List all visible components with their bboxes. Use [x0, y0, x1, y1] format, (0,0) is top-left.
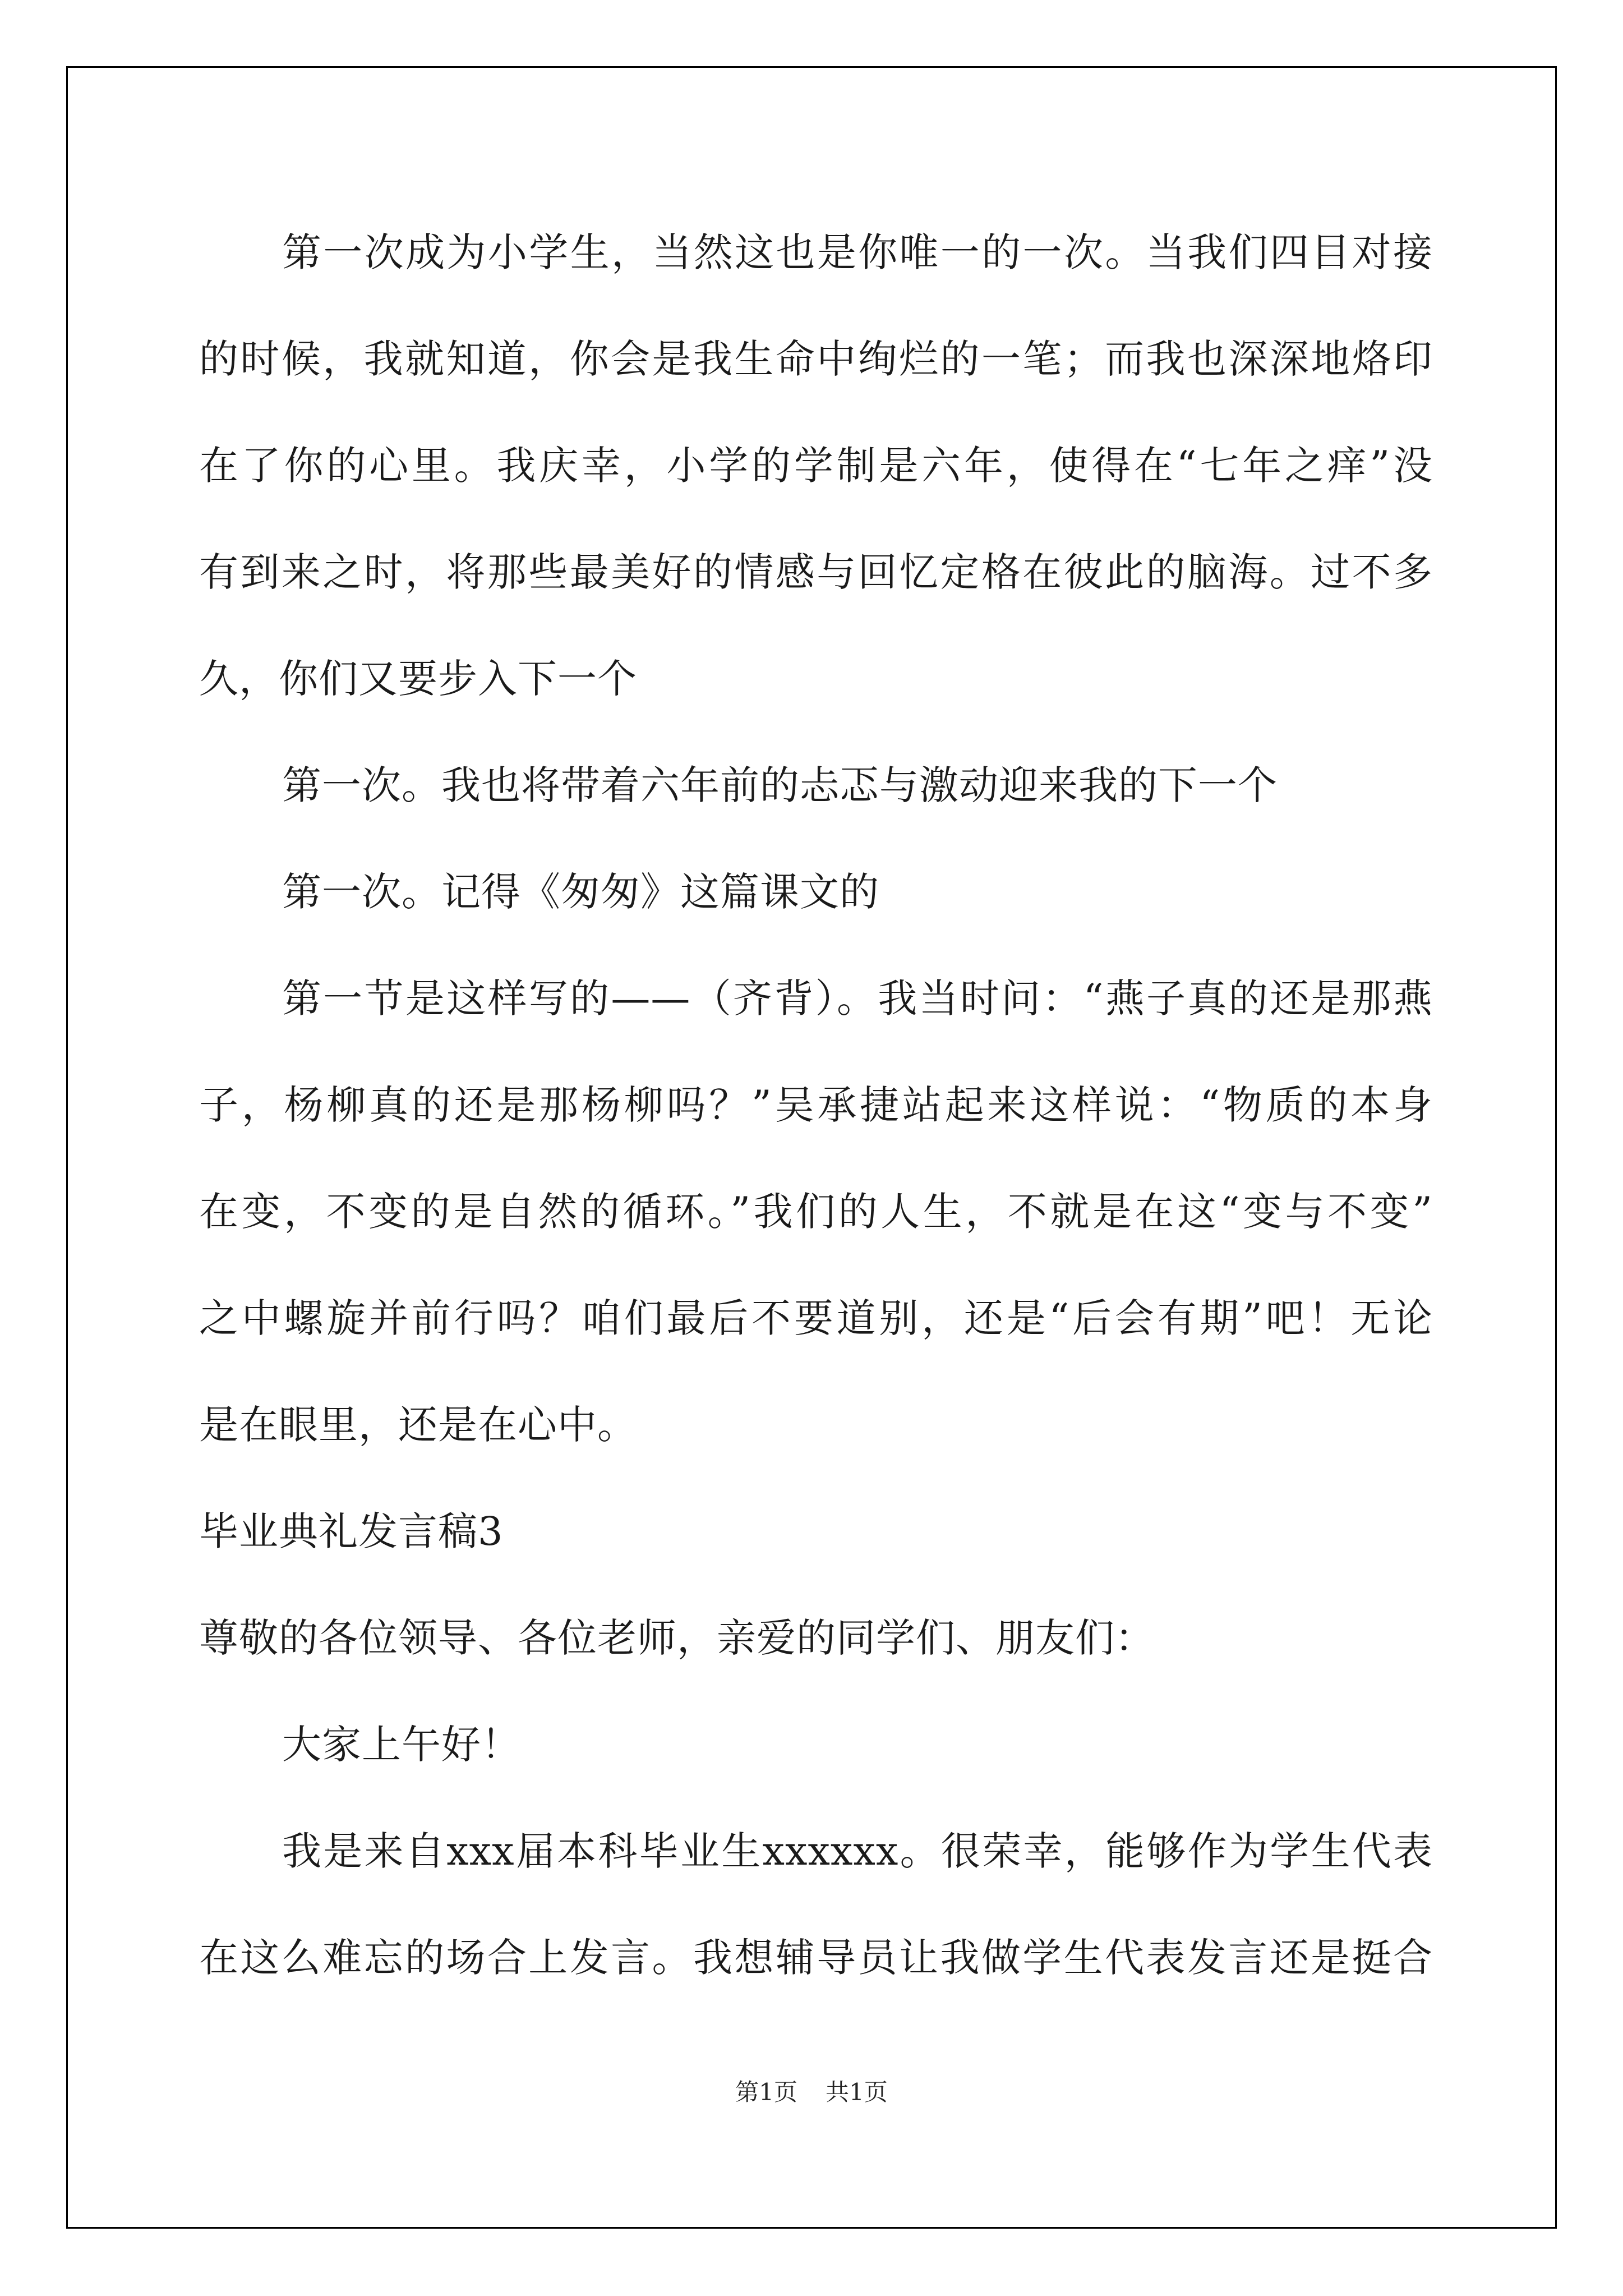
paragraph-line: 久，你们又要步入下一个	[199, 656, 637, 702]
paragraph-line: 我是来自xxx届本科毕业生xxxxxx。很荣幸，能够作为学生代表	[282, 1828, 1433, 1874]
paragraph-line: 第一次。记得《匆匆》这篇课文的	[282, 869, 879, 915]
paragraph-line: 之中螺旋并前行吗？咱们最后不要道别，还是“后会有期”吧！无论	[199, 1295, 1433, 1341]
paragraph-line: 在变，不变的是自然的循环。”我们的人生，不就是在这“变与不变”	[199, 1189, 1433, 1235]
paragraph-line: 第一次。我也将带着六年前的忐忑与激动迎来我的下一个	[282, 762, 1278, 808]
section-heading: 毕业典礼发言稿3	[199, 1508, 504, 1554]
paragraph-line: 在这么难忘的场合上发言。我想辅导员让我做学生代表发言还是挺合	[199, 1935, 1433, 1981]
page-total: 共1页	[826, 2078, 888, 2106]
greeting: 大家上午好！	[282, 1722, 521, 1768]
paragraph-line: 是在眼里，还是在心中。	[199, 1402, 637, 1448]
paragraph-line: 在了你的心里。我庆幸，小学的学制是六年，使得在“七年之痒”没	[199, 443, 1433, 489]
page-number: 第1页	[735, 2078, 797, 2106]
paragraph-line: 第一节是这样写的——（齐背）。我当时问：“燕子真的还是那燕	[282, 976, 1433, 1022]
paragraph-line: 的时候，我就知道，你会是我生命中绚烂的一笔；而我也深深地烙印	[199, 336, 1433, 382]
paragraph-line: 子，杨柳真的还是那杨柳吗？”吴承捷站起来这样说：“物质的本身	[199, 1082, 1433, 1128]
paragraph-line: 第一次成为小学生，当然这也是你唯一的一次。当我们四目对接	[282, 229, 1433, 275]
salutation: 尊敬的各位领导、各位老师，亲爱的同学们、朋友们：	[199, 1615, 1155, 1661]
document-body	[199, 219, 1433, 2031]
paragraph-line: 有到来之时，将那些最美好的情感与回忆定格在彼此的脑海。过不多	[199, 549, 1433, 595]
page-footer	[0, 2076, 1623, 2109]
